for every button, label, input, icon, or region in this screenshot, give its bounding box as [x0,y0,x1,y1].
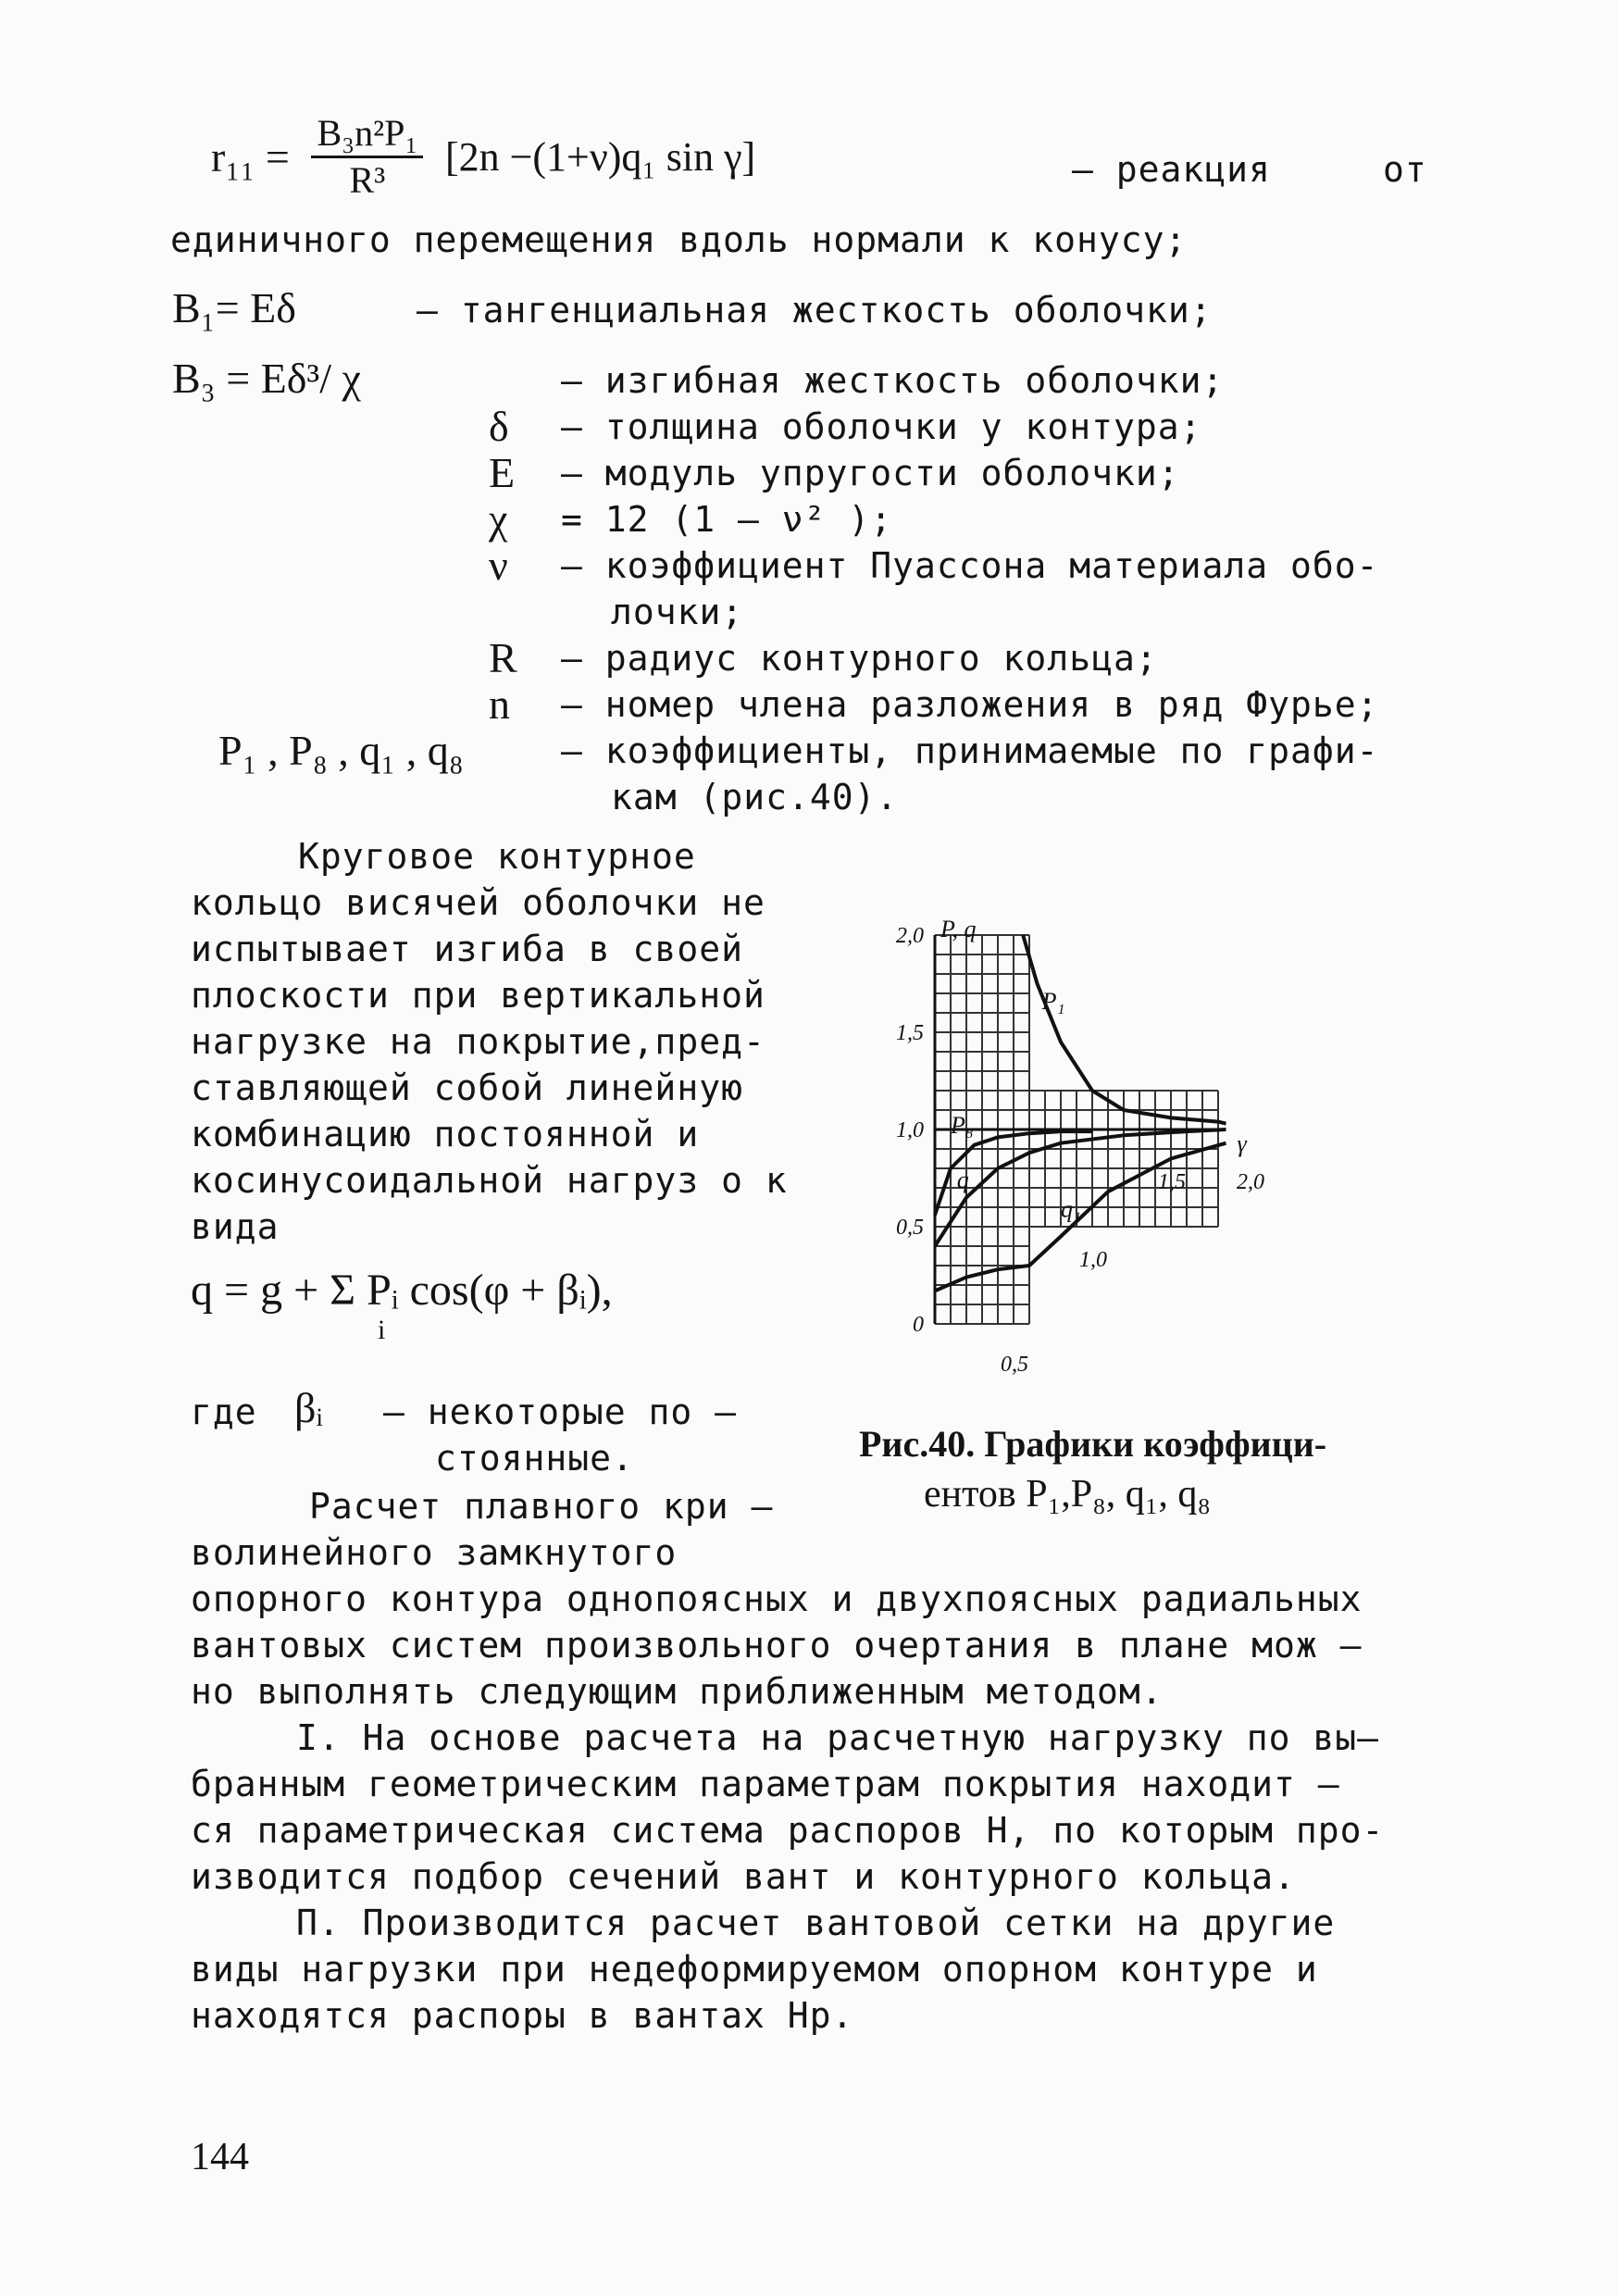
paragraph-line: вида [191,1206,280,1247]
x-tick-label: 1,5 [1158,1169,1186,1194]
y-tick-label: 1,0 [896,1118,924,1142]
def-symbol: δ [489,403,509,450]
def-symbol: B₃ = Eδ³/ χ [172,355,361,402]
def-desc: – коэффициенты, принимаемые по графи- [561,730,1379,771]
formula-r11-lhs: r₁₁ = [211,133,290,181]
series-label: P₈ [951,1112,974,1140]
formula-r11-denominator: R³ [349,159,386,201]
formula-r11-bracket: [2n −(1+ν)q₁ sin γ] [444,134,756,180]
paragraph-line: нагрузке на покрытие,пред- [191,1021,765,1062]
def-symbol: n [489,680,510,728]
def-symbol: E [489,449,516,496]
paragraph-line: вантовых систем произвольного очертания в плане мож – [191,1625,1363,1666]
figure-caption: ентов P₁,P₈, q₁, q₈ [924,1473,1212,1516]
def-desc: – изгибная жесткость оболочки; [561,360,1225,401]
formula-q-index: i [378,1315,386,1345]
paragraph-line: Круговое контурное [298,836,696,877]
def-desc: – модуль упругости оболочки; [561,453,1180,493]
def-desc: – толщина оболочки у контура; [561,406,1202,447]
paragraph-line: волинейного замкнутого [191,1532,678,1573]
where-label: где [191,1391,257,1432]
x-tick-label: 1,0 [1079,1247,1107,1272]
formula-r11-numerator: B₃n²P₁ [311,111,423,158]
x-tick-label: 2,0 [1237,1169,1264,1194]
formula-r11-fraction [311,111,423,203]
list-item-line: бранным геометрическим параметрам покрытия находит – [191,1764,1340,1804]
def-desc: – коэффициент Пуассона материала обо- [561,545,1379,586]
x-axis-label: γ [1237,1130,1247,1157]
def-symbol: χ [489,495,508,543]
def-desc: кам (рис.40). [611,777,899,817]
b1-desc: – тангенциальная жесткость оболочки; [417,290,1213,331]
y-axis-label: P, q [940,916,977,942]
paragraph-line: плоскости при вертикальной [191,975,765,1016]
formula-r11-tail: от [1383,149,1427,190]
def-desc: = 12 (1 – ν² ); [561,499,893,540]
paragraph-line: но выполнять следующим приближенным методом. [191,1671,1164,1712]
x-tick-label: 0,5 [1001,1353,1028,1378]
def-symbol: ν [489,542,508,589]
paragraph-line: Расчет плавного кри – [309,1486,774,1527]
figure-chart [879,898,1416,1398]
y-tick-label: 1,5 [896,1021,924,1045]
where-desc: стоянные. [435,1438,634,1479]
series-label: P₁ [1041,987,1065,1015]
def-desc: лочки; [611,592,744,632]
y-tick-label: 0 [913,1313,924,1337]
text-line: единичного перемещения вдоль нормали к конусу; [170,219,1188,260]
formula-q: q = g + Σ Pᵢ cos(φ + βᵢ), [191,1266,613,1315]
list-item-line: П. Производится расчет вантовой сетки на другие [296,1903,1336,1943]
list-item-line: виды нагрузки при недеформируемом опорном контуре и [191,1949,1318,1990]
y-tick-label: 2,0 [896,924,924,948]
series-label: q [956,1167,969,1193]
def-symbol: P₁ , P₈ , q₁ , q₈ [218,727,464,774]
list-item-line: ся параметрическая система распоров H, по которым про- [191,1810,1385,1851]
paragraph-line: косинусоидальной нагруз о к [191,1160,788,1201]
list-item-line: находятся распоры в вантах Hp. [191,1995,854,2036]
series-label: q₁ [1061,1195,1082,1223]
paragraph-line: комбинацию постоянной и [191,1114,700,1154]
where-symbol: βᵢ [294,1384,323,1431]
def-desc: – радиус контурного кольца; [561,638,1158,679]
list-item-line: изводится подбор сечений вант и контурного кольца. [191,1856,1296,1897]
list-item-line: I. На основе расчета на расчетную нагрузку по вы– [296,1717,1380,1758]
paragraph-line: испытывает изгиба в своей [191,929,743,969]
b1-symbol: B₁= Eδ [172,284,296,331]
def-desc: – номер члена разложения в ряд Фурье; [561,684,1379,725]
figure-caption: Рис.40. Графики коэффици- [859,1423,1327,1465]
formula-r11 [211,111,755,213]
y-tick-label: 0,5 [896,1216,924,1240]
page-number: 144 [191,2136,249,2178]
paragraph-line: опорного контура однопоясных и двухпоясных радиальных [191,1578,1363,1619]
formula-r11-desc: – реакция [1072,149,1271,190]
where-desc: – некоторые по – [383,1391,738,1432]
paragraph-line: кольцо висячей оболочки не [191,882,765,923]
paragraph-line: ставляющей собой линейную [191,1067,743,1108]
def-symbol: R [489,634,517,681]
